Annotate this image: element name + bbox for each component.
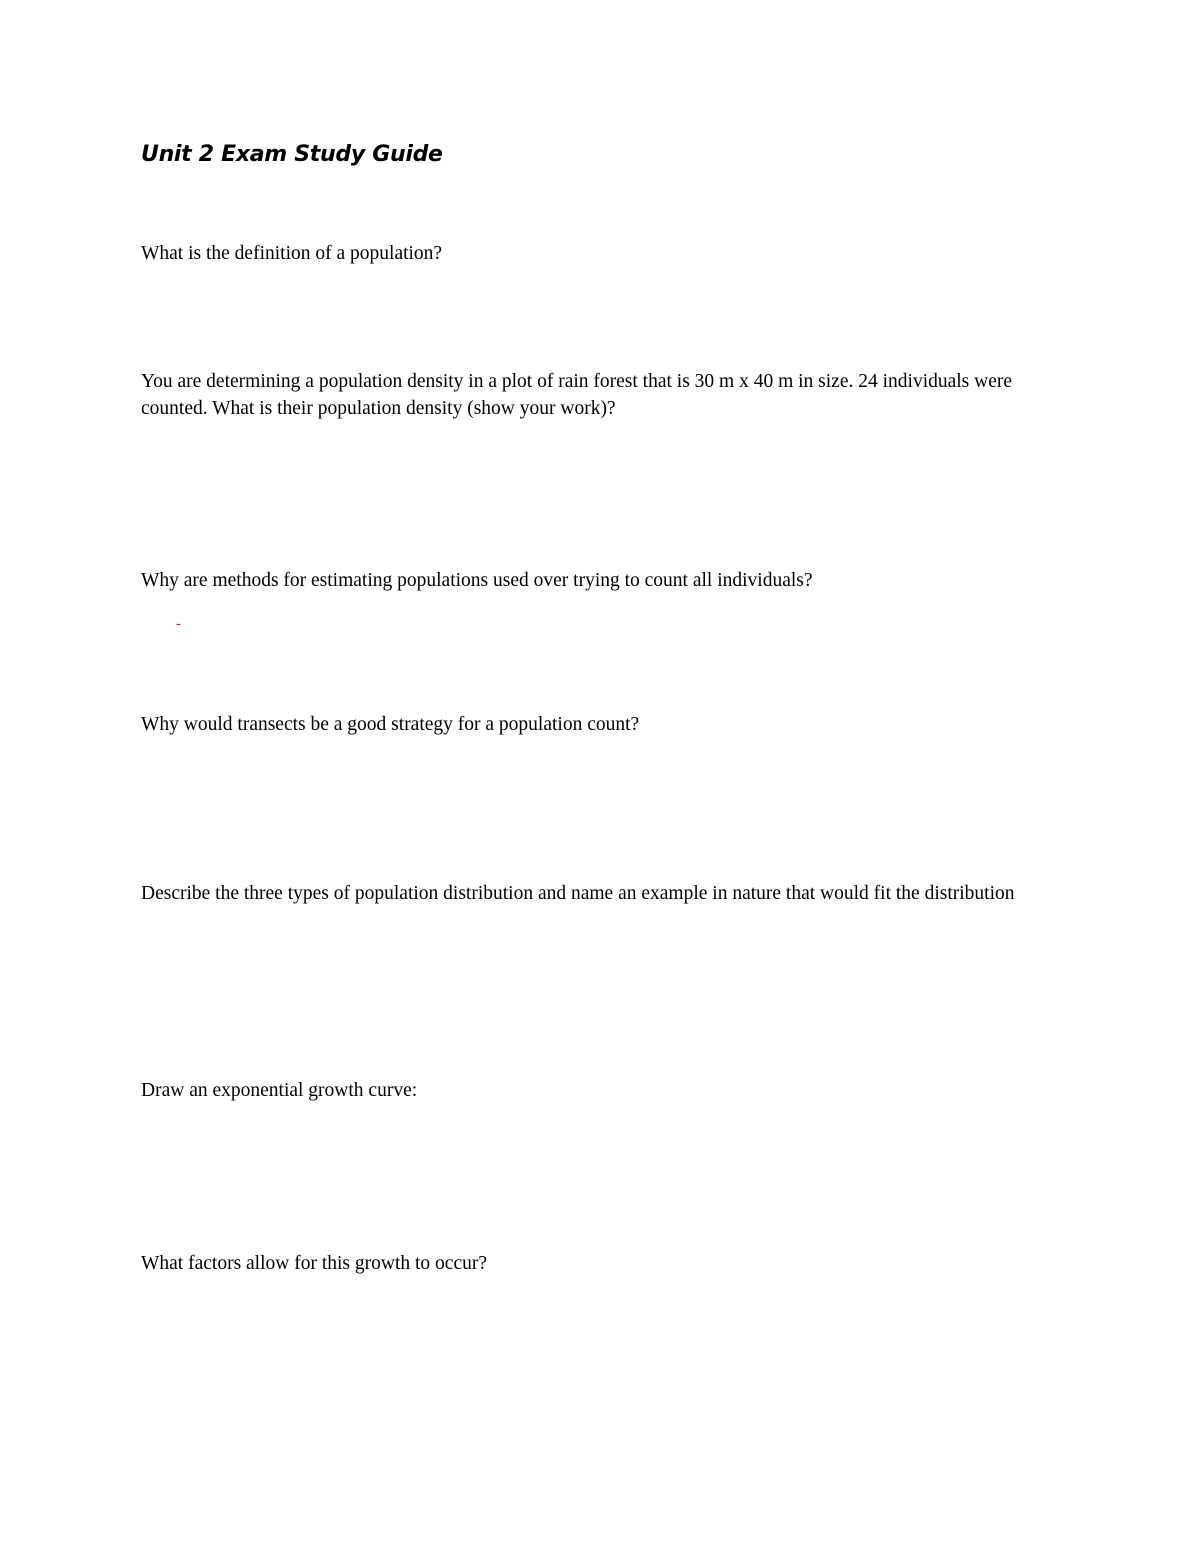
question-5: Describe the three types of population distribution and name an example in nature that would fit the distribution [141,883,1015,904]
question-2: You are determining a population density in a plot of rain forest that is 30 m x 40 m in size. 24 individuals were counted. What is their population density (show your work)? [141,371,1013,419]
question-4: Why would transects be a good strategy for a population count? [141,714,640,735]
document-title: Unit 2 Exam Study Guide [141,142,443,167]
question-7: What factors allow for this growth to occur? [141,1253,488,1274]
question-6: Draw an exponential growth curve: [141,1080,418,1101]
question-3: Why are methods for estimating populations used over trying to count all individuals? [141,570,813,591]
answer-bullet-mark: - [176,616,181,632]
question-1: What is the definition of a population? [141,243,443,264]
